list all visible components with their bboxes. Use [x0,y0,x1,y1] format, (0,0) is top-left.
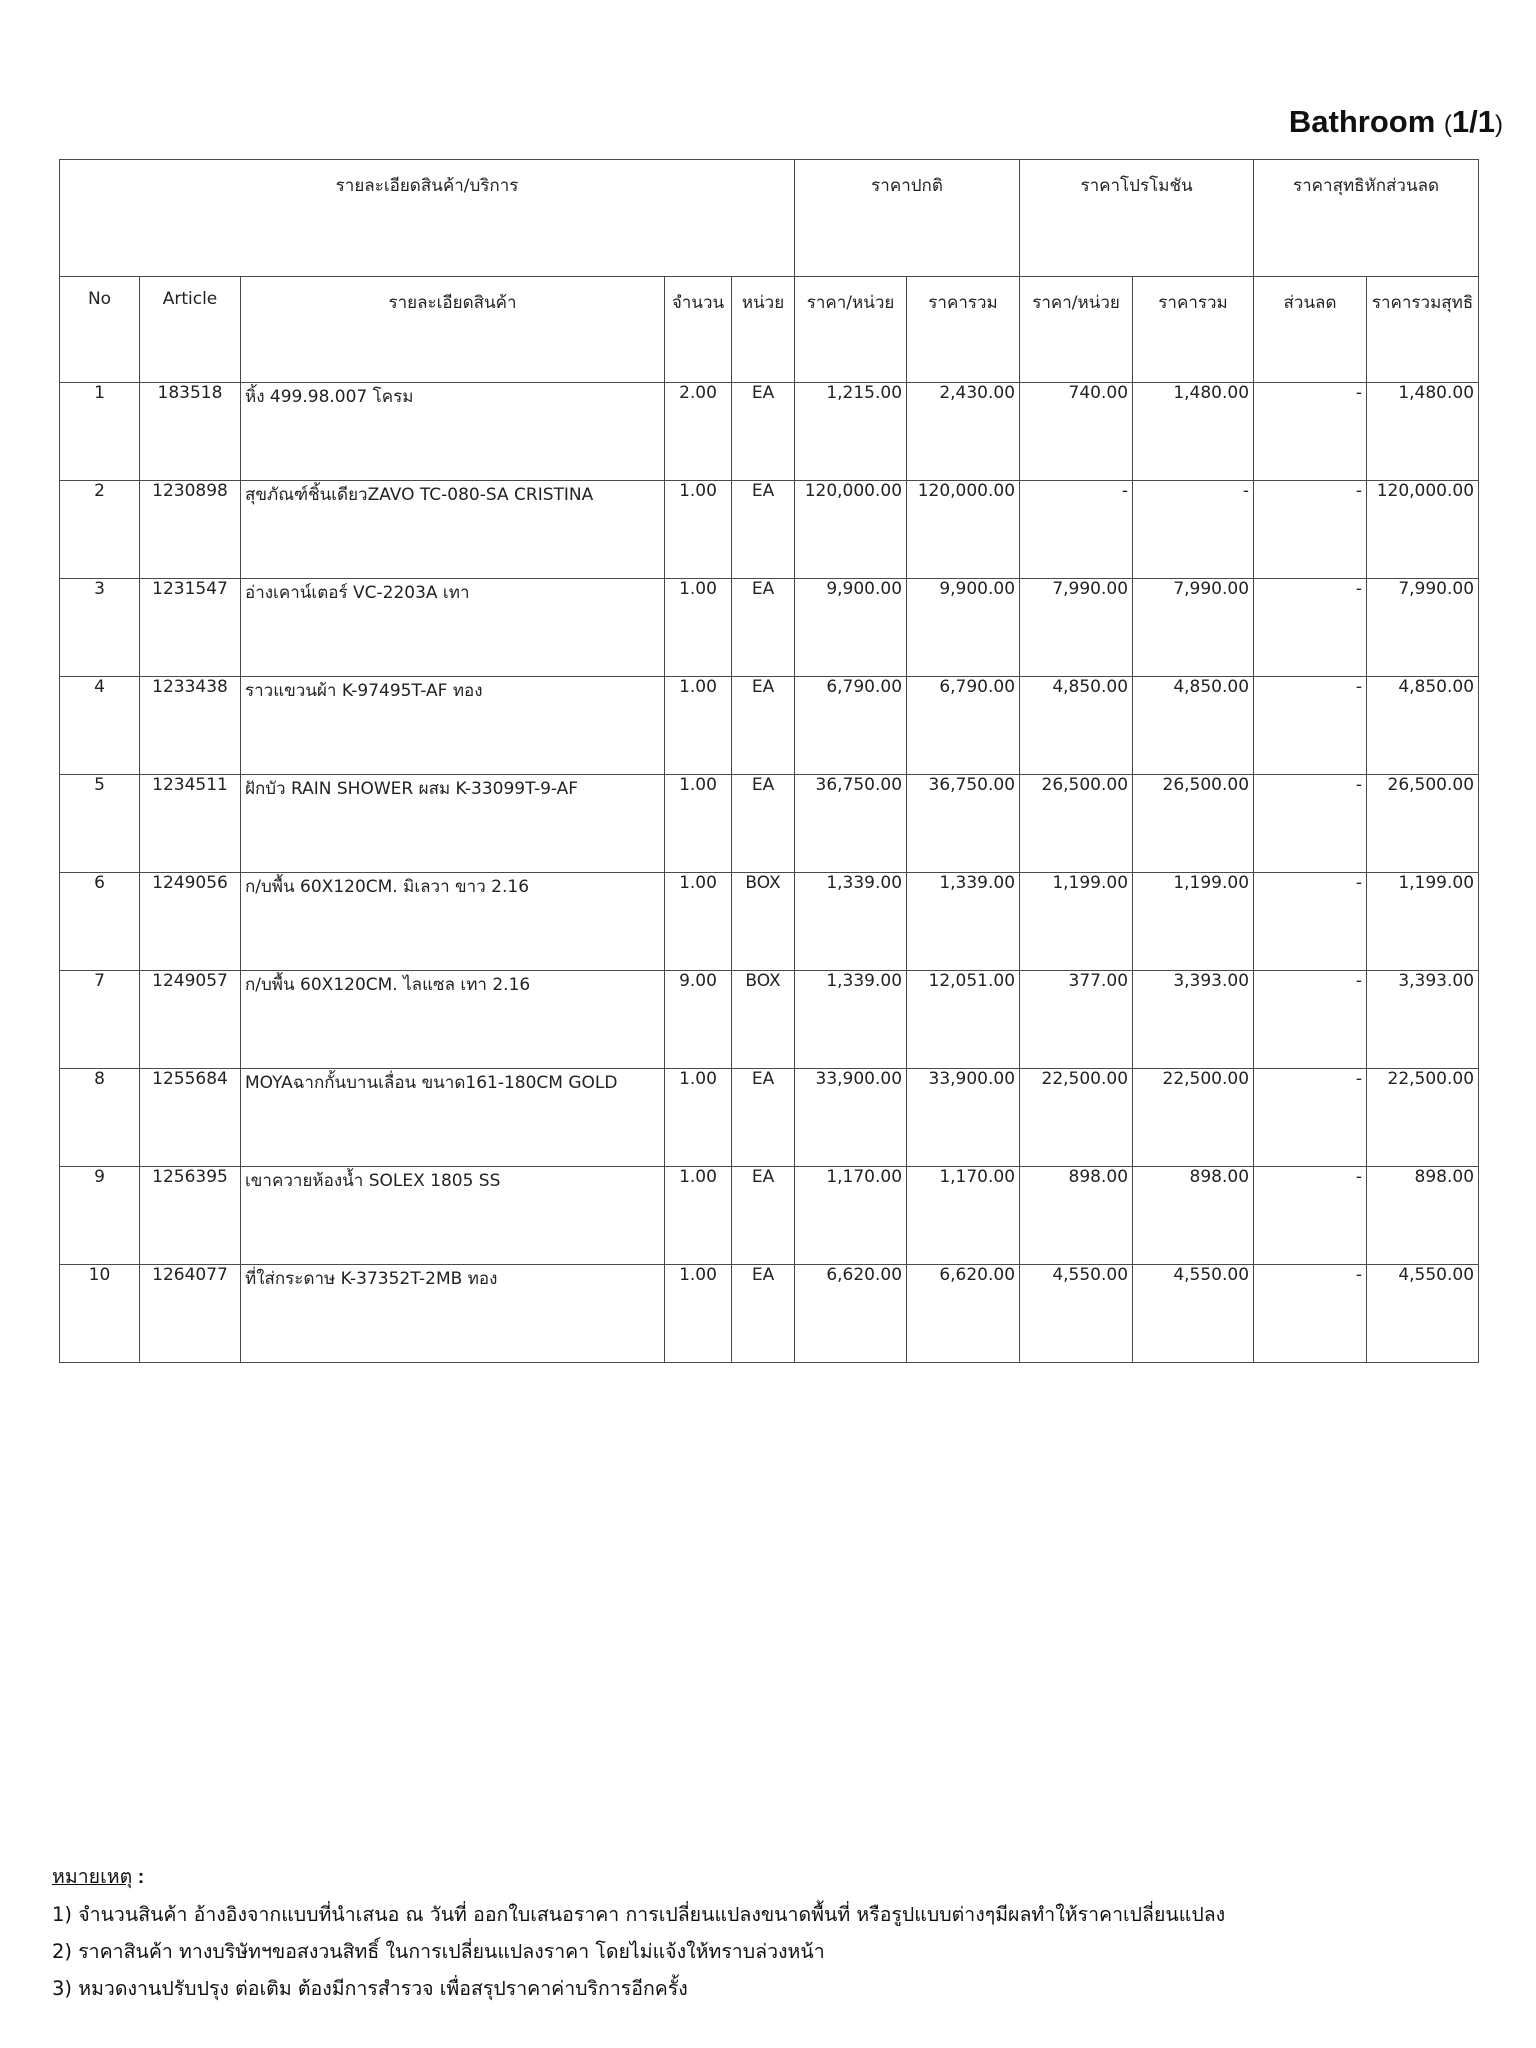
cell-article: 1234511 [140,775,241,873]
cell-unit: BOX [732,971,795,1069]
cell-article: 1255684 [140,1069,241,1167]
cell-qty: 1.00 [665,1265,732,1363]
page-indicator: 1/1 [1451,104,1495,139]
cell-discount: - [1254,1265,1367,1363]
cell-description: ที่ใส่กระดาษ K-37352T-2MB ทอง [241,1265,665,1363]
cell-promo-total: 1,480.00 [1133,383,1254,481]
cell-description: สุขภัณฑ์ชิ้นเดียวZAVO TC-080-SA CRISTINA [241,481,665,579]
cell-discount: - [1254,383,1367,481]
quotation-table [59,159,1479,1363]
cell-net-total: 22,500.00 [1367,1069,1479,1167]
table-row [60,971,1479,1069]
cell-qty: 1.00 [665,775,732,873]
cell-promo-unit-price: 7,990.00 [1020,579,1133,677]
cell-description: ฝักบัว RAIN SHOWER ผสม K-33099T-9-AF [241,775,665,873]
cell-unit: EA [732,775,795,873]
cell-unit: EA [732,1265,795,1363]
column-header-qty: จำนวน [665,277,732,383]
cell-promo-total: - [1133,481,1254,579]
cell-discount: - [1254,579,1367,677]
column-header-unit: หน่วย [732,277,795,383]
cell-discount: - [1254,481,1367,579]
cell-promo-total: 4,550.00 [1133,1265,1254,1363]
section-title: Bathroom [1288,104,1436,139]
cell-description: อ่างเคาน์เตอร์ VC-2203A เทา [241,579,665,677]
cell-promo-unit-price: 4,850.00 [1020,677,1133,775]
column-header-description: รายละเอียดสินค้า [241,277,665,383]
notes-colon: : [132,1866,145,1888]
cell-unit: EA [732,677,795,775]
column-header-no: No [60,277,140,383]
group-header-details: รายละเอียดสินค้า/บริการ [60,160,795,277]
table-row [60,1265,1479,1363]
cell-qty: 1.00 [665,1167,732,1265]
cell-promo-total: 4,850.00 [1133,677,1254,775]
column-header-article: Article [140,277,241,383]
cell-regular-total: 2,430.00 [907,383,1020,481]
cell-promo-total: 3,393.00 [1133,971,1254,1069]
cell-discount: - [1254,1069,1367,1167]
cell-promo-total: 898.00 [1133,1167,1254,1265]
cell-article: 1233438 [140,677,241,775]
cell-unit: EA [732,383,795,481]
column-header-net-total: ราคารวมสุทธิ [1367,277,1479,383]
column-header-regular-total: ราคารวม [907,277,1020,383]
cell-no: 9 [60,1167,140,1265]
cell-article: 1256395 [140,1167,241,1265]
cell-discount: - [1254,1167,1367,1265]
cell-regular-unit-price: 6,620.00 [795,1265,907,1363]
cell-description: ราวแขวนผ้า K-97495T-AF ทอง [241,677,665,775]
cell-article: 1230898 [140,481,241,579]
cell-no: 8 [60,1069,140,1167]
column-header-promo-unit-price: ราคา/หน่วย [1020,277,1133,383]
cell-promo-unit-price: 22,500.00 [1020,1069,1133,1167]
cell-regular-unit-price: 1,339.00 [795,971,907,1069]
column-header-promo-total: ราคารวม [1133,277,1254,383]
group-header-row [60,160,1479,277]
cell-description: ก/บพื้น 60X120CM. ไลแซล เทา 2.16 [241,971,665,1069]
cell-unit: EA [732,1069,795,1167]
cell-qty: 2.00 [665,383,732,481]
column-header-row [60,277,1479,383]
cell-regular-unit-price: 36,750.00 [795,775,907,873]
table-row [60,1069,1479,1167]
cell-net-total: 4,550.00 [1367,1265,1479,1363]
cell-promo-total: 26,500.00 [1133,775,1254,873]
cell-promo-total: 22,500.00 [1133,1069,1254,1167]
note-item-2: 2) ราคาสินค้า ทางบริษัทฯขอสงวนสิทธิ์ ในการเปลี่ยนแปลงราคา โดยไม่แจ้งให้ทราบล่วงหน้า [52,1940,825,1963]
note-item-3: 3) หมวดงานปรับปรุง ต่อเติม ต้องมีการสำรวจ เพื่อสรุปราคาค่าบริการอีกครั้ง [52,1977,688,2000]
cell-unit: EA [732,481,795,579]
cell-description: ก/บพื้น 60X120CM. มิเลวา ขาว 2.16 [241,873,665,971]
cell-regular-unit-price: 1,215.00 [795,383,907,481]
cell-qty: 1.00 [665,481,732,579]
cell-regular-unit-price: 33,900.00 [795,1069,907,1167]
cell-discount: - [1254,677,1367,775]
notes-heading [52,1858,1225,1896]
cell-regular-unit-price: 120,000.00 [795,481,907,579]
cell-discount: - [1254,971,1367,1069]
cell-net-total: 1,199.00 [1367,873,1479,971]
cell-net-total: 7,990.00 [1367,579,1479,677]
cell-article: 1249056 [140,873,241,971]
cell-discount: - [1254,775,1367,873]
table-row [60,481,1479,579]
cell-no: 1 [60,383,140,481]
notes-section [52,1858,1225,2007]
cell-promo-unit-price: 26,500.00 [1020,775,1133,873]
cell-qty: 1.00 [665,1069,732,1167]
cell-no: 7 [60,971,140,1069]
cell-qty: 9.00 [665,971,732,1069]
cell-article: 1249057 [140,971,241,1069]
cell-no: 5 [60,775,140,873]
table-row [60,677,1479,775]
cell-regular-unit-price: 1,170.00 [795,1167,907,1265]
cell-regular-unit-price: 6,790.00 [795,677,907,775]
cell-description: MOYAฉากกั้นบานเลื่อน ขนาด161-180CM GOLD [241,1069,665,1167]
cell-regular-total: 1,339.00 [907,873,1020,971]
cell-unit: EA [732,579,795,677]
cell-regular-total: 120,000.00 [907,481,1020,579]
cell-regular-total: 6,620.00 [907,1265,1020,1363]
column-header-regular-unit-price: ราคา/หน่วย [795,277,907,383]
cell-net-total: 4,850.00 [1367,677,1479,775]
group-header-regular-price: ราคาปกติ [795,160,1020,277]
cell-discount: - [1254,873,1367,971]
cell-promo-total: 1,199.00 [1133,873,1254,971]
cell-regular-unit-price: 1,339.00 [795,873,907,971]
page-paren-close: ) [1495,111,1503,138]
cell-regular-total: 33,900.00 [907,1069,1020,1167]
cell-no: 10 [60,1265,140,1363]
cell-no: 6 [60,873,140,971]
cell-net-total: 26,500.00 [1367,775,1479,873]
cell-unit: BOX [732,873,795,971]
cell-net-total: 3,393.00 [1367,971,1479,1069]
cell-no: 2 [60,481,140,579]
cell-article: 183518 [140,383,241,481]
cell-regular-total: 6,790.00 [907,677,1020,775]
notes-title: หมายเหตุ [52,1865,133,1888]
cell-qty: 1.00 [665,579,732,677]
cell-promo-unit-price: 898.00 [1020,1167,1133,1265]
table-row [60,383,1479,481]
group-header-promo-price: ราคาโปรโมชัน [1020,160,1254,277]
table-row [60,579,1479,677]
cell-net-total: 1,480.00 [1367,383,1479,481]
page-title [1289,104,1503,140]
table-row [60,873,1479,971]
cell-promo-unit-price: 377.00 [1020,971,1133,1069]
cell-promo-unit-price: - [1020,481,1133,579]
cell-net-total: 120,000.00 [1367,481,1479,579]
column-header-discount: ส่วนลด [1254,277,1367,383]
cell-unit: EA [732,1167,795,1265]
cell-net-total: 898.00 [1367,1167,1479,1265]
cell-article: 1231547 [140,579,241,677]
cell-promo-total: 7,990.00 [1133,579,1254,677]
note-item-1: 1) จำนวนสินค้า อ้างอิงจากแบบที่นำเสนอ ณ วันที่ ออกใบเสนอราคา การเปลี่ยนแปลงขนาดพื้นที่ หรือรูปแบบต่างๆมีผลทำให้ราคาเปลี่ยนแปลง [52,1903,1226,1926]
cell-description: หิ้ง 499.98.007 โครม [241,383,665,481]
cell-promo-unit-price: 4,550.00 [1020,1265,1133,1363]
cell-regular-total: 9,900.00 [907,579,1020,677]
cell-no: 4 [60,677,140,775]
page-paren-open: ( [1443,111,1452,138]
cell-qty: 1.00 [665,677,732,775]
group-header-net-price: ราคาสุทธิหักส่วนลด [1254,160,1479,277]
cell-article: 1264077 [140,1265,241,1363]
cell-regular-total: 1,170.00 [907,1167,1020,1265]
table-row [60,1167,1479,1265]
cell-regular-total: 12,051.00 [907,971,1020,1069]
cell-regular-total: 36,750.00 [907,775,1020,873]
cell-regular-unit-price: 9,900.00 [795,579,907,677]
cell-promo-unit-price: 1,199.00 [1020,873,1133,971]
table-row [60,775,1479,873]
cell-promo-unit-price: 740.00 [1020,383,1133,481]
cell-no: 3 [60,579,140,677]
cell-description: เขาควายห้องน้ำ SOLEX 1805 SS [241,1167,665,1265]
cell-qty: 1.00 [665,873,732,971]
